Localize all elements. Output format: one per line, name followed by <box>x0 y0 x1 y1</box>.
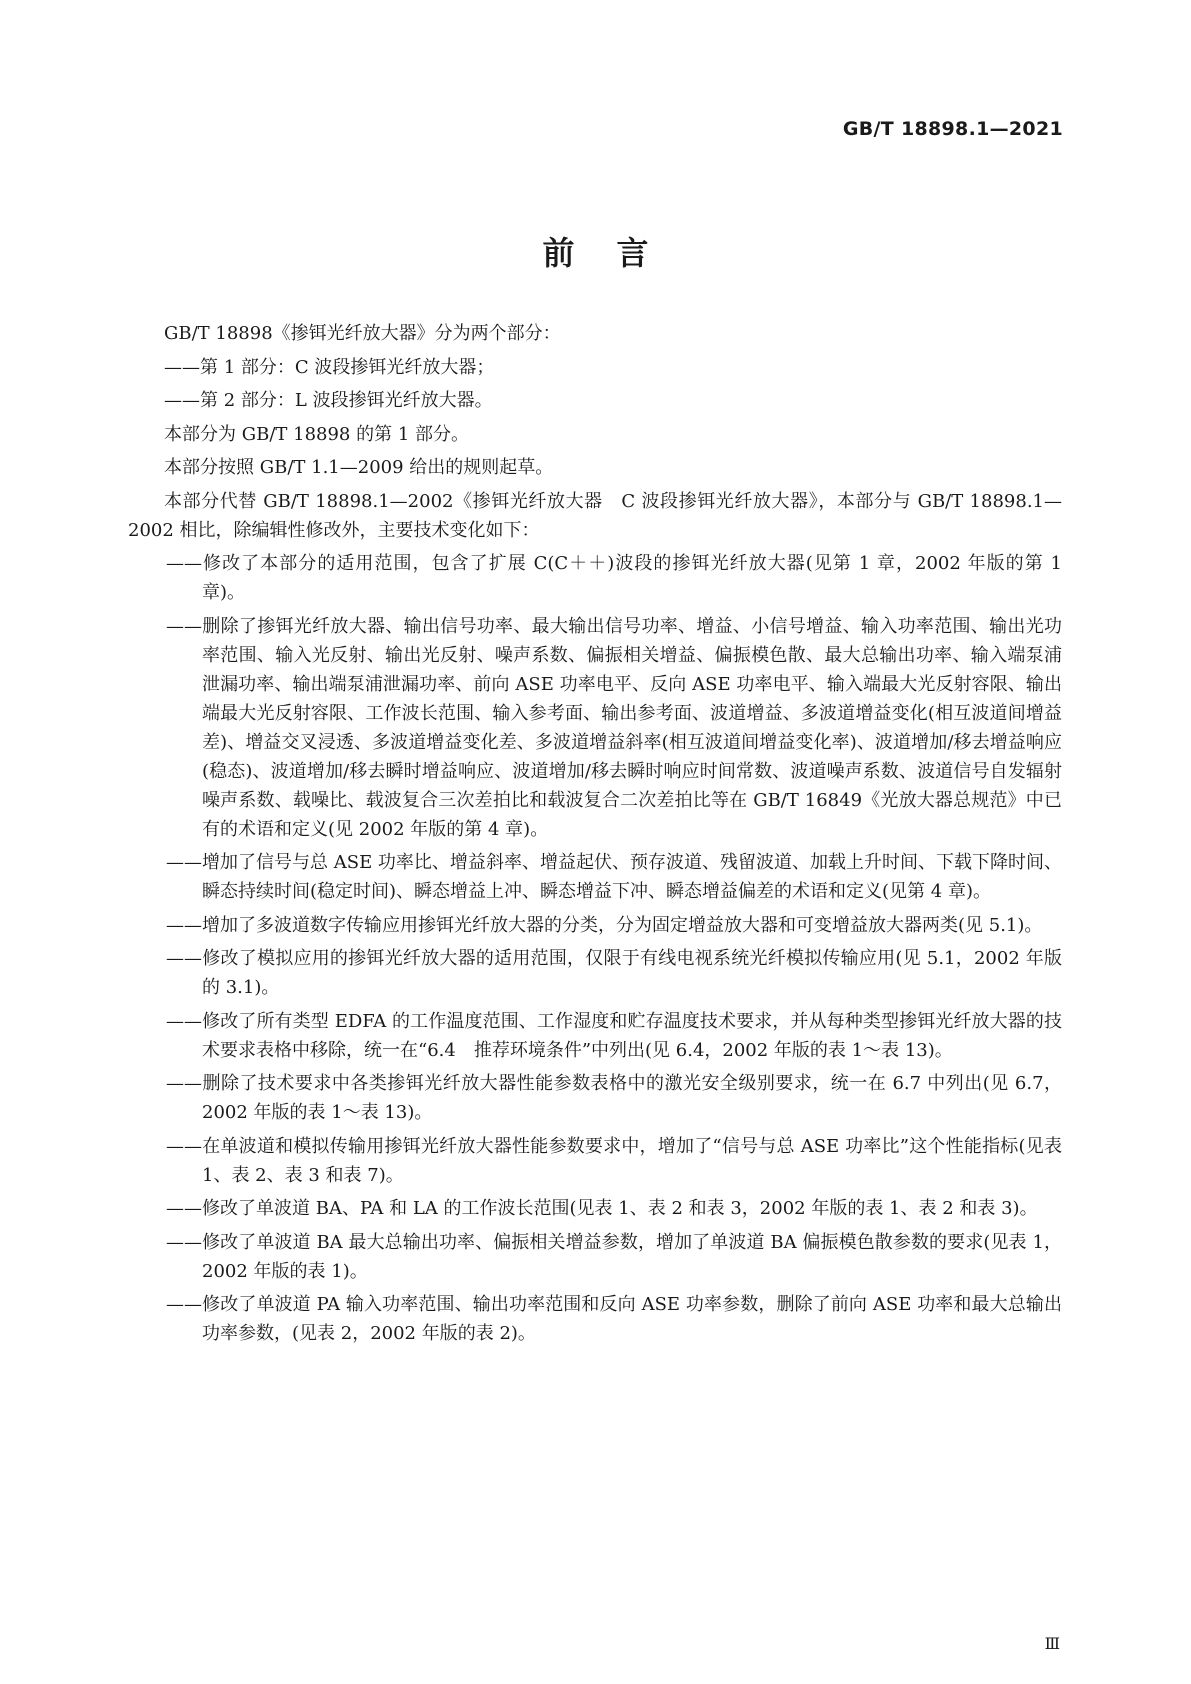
change-item: ——删除了技术要求中各类掺铒光纤放大器性能参数表格中的激光安全级别要求，统一在 6.7 中列出(见 6.7，2002 年版的表 1～表 13)。 <box>166 1073 1062 1123</box>
intro-paragraph: GB/T 18898《掺铒光纤放大器》分为两个部分： <box>164 323 561 344</box>
part-statement: 本部分为 GB/T 18898 的第 1 部分。 <box>164 423 469 445</box>
change-item: ——增加了多波道数字传输应用掺铒光纤放大器的分类，分为固定增益放大器和可变增益放大器两类(见 5.1)。 <box>166 914 1043 936</box>
part-2-line: ——第 2 部分：L 波段掺铒光纤放大器。 <box>164 390 493 411</box>
page-number: Ⅲ <box>1044 1634 1060 1653</box>
change-item: ——修改了所有类型 EDFA 的工作温度范围、工作湿度和贮存温度技术要求，并从每种类型掺铒光纤放大器的技术要求表格中移除，统一在“6.4 推荐环境条件”中列出(见 6.4，2002 年版的表 1～表 13)。 <box>166 1010 1062 1061</box>
document-body <box>128 319 1062 1353</box>
drafting-rules: 本部分按照 GB/T 1.1—2009 给出的规则起草。 <box>164 457 554 478</box>
change-item: ——删除了掺铒光纤放大器、输出信号功率、最大输出信号功率、增益、小信号增益、输入功率范围、输出光功率范围、输入光反射、输出光反射、噪声系数、偏振相关增益、偏振模色散、最大总输出功率、输入端泵浦泄漏功率、输出端泵浦泄漏功率、前向 ASE 功率电平、反向 ASE 功率电平、输入端最大光反射容限、输出端最大光反射容限、工作波长范围、输入参考面、输出参考面、波道增益、多波道增益变化(相互波道间增益差)、增益交叉浸透、多波道增益变化差、多波道增益斜率(相互波道间增益变化率)、波道增加/移去增益响应(稳态)、波道增加/移去瞬时增益响应、波道增加/移去瞬时响应时间常数、波道噪声系数、波道信号自发辐射噪声系数、载噪比、载波复合三次差拍比和载波复合二次差拍比等在 GB/T 16849《光放大器总规范》中已有的术语和定义(见 2002 年版的第 4 章)。 <box>166 615 1062 840</box>
change-item: ——在单波道和模拟传输用掺铒光纤放大器性能参数要求中，增加了“信号与总 ASE 功率比”这个性能指标(见表 1、表 2、表 3 和表 7)。 <box>166 1135 1062 1186</box>
replacement-statement: 本部分代替 GB/T 18898.1—2002《掺铒光纤放大器 C 波段掺铒光纤放大器》，本部分与 GB/T 18898.1—2002 相比，除编辑性修改外，主要技术变化如下： <box>128 490 1062 541</box>
page-title: 前言 <box>542 234 691 272</box>
change-item: ——修改了单波道 BA、PA 和 LA 的工作波长范围(见表 1、表 2 和表 3，2002 年版的表 1、表 2 和表 3)。 <box>166 1198 1038 1219</box>
change-item: ——修改了本部分的适用范围，包含了扩展 C(C＋＋)波段的掺铒光纤放大器(见第 1 章，2002 年版的第 1 章)。 <box>166 553 1062 603</box>
part-1-line: ——第 1 部分：C 波段掺铒光纤放大器； <box>164 356 495 378</box>
change-item: ——修改了模拟应用的掺铒光纤放大器的适用范围，仅限于有线电视系统光纤模拟传输应用(见 5.1，2002 年版的 3.1)。 <box>166 948 1062 998</box>
change-item: ——修改了单波道 PA 输入功率范围、输出功率范围和反向 ASE 功率参数，删除了前向 ASE 功率和最大总输出功率参数，(见表 2，2002 年版的表 2)。 <box>166 1294 1062 1344</box>
change-item: ——增加了信号与总 ASE 功率比、增益斜率、增益起伏、预存波道、残留波道、加载上升时间、下载下降时间、瞬态持续时间(稳定时间)、瞬态增益上冲、瞬态增益下冲、瞬态增益偏差的术语和定义(见第 4 章)。 <box>166 852 1062 902</box>
standard-number: GB/T 18898.1—2021 <box>842 118 1063 140</box>
change-item: ——修改了单波道 BA 最大总输出功率、偏振相关增益参数，增加了单波道 BA 偏振模色散参数的要求(见表 1，2002 年版的表 1)。 <box>166 1231 1062 1282</box>
